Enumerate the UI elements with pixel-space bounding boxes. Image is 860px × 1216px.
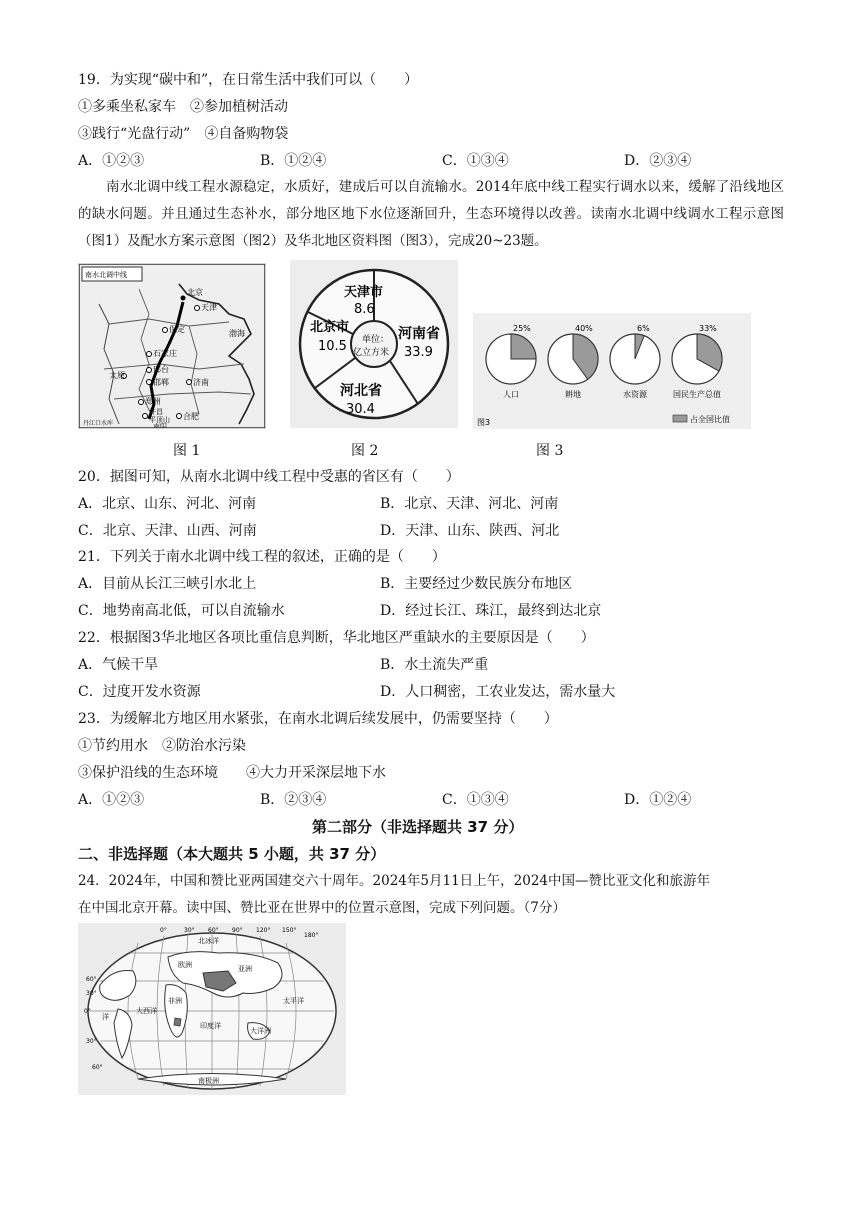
- proportion-pies: [473, 313, 751, 429]
- q19-option-a: A．①②③: [78, 153, 145, 169]
- q20-option-a: A．北京、山东、河北、河南: [78, 496, 257, 512]
- pie-percent-label: 40%: [575, 324, 593, 333]
- pie-category-label: 耕地: [565, 390, 581, 399]
- q23-option-c: C．①③④: [442, 792, 509, 808]
- q23-option-a: A．①②③: [78, 792, 145, 808]
- pie-category-label: 人口: [503, 390, 519, 399]
- tick-150: 150°: [282, 927, 297, 934]
- label-bohai: 渤海: [229, 329, 245, 338]
- tick-90: 90°: [232, 927, 243, 934]
- unit-value: 亿立方米: [353, 348, 390, 358]
- q24-stem-line1: 24．2024年，中国和赞比亚两国建交六十周年。2024年5月11日上午，2024中国—赞比亚文化和旅游年: [78, 873, 711, 889]
- label-pingdingshan: 平顶山: [149, 416, 170, 424]
- q23-stem: 23．为缓解北方地区用水紧张，在南水北调后续发展中，仍需要坚持（ ）: [78, 711, 558, 727]
- tick-60: 60°: [208, 927, 219, 934]
- q20-option-b: B．北京、天津、河北、河南: [380, 496, 559, 512]
- tick-0: 0°: [160, 927, 167, 934]
- q21-option-d: D．经过长江、珠江，最终到达北京: [380, 603, 602, 619]
- figure-2-caption: 图 2: [351, 443, 379, 459]
- q23-option-b: B．②③④: [260, 792, 327, 808]
- label-europe: 欧洲: [178, 961, 192, 969]
- value-beijing: 10.5: [318, 339, 347, 354]
- label-henan-province: 河南省: [398, 326, 440, 342]
- q22-option-a: A．气候干旱: [78, 657, 159, 673]
- label-jinan: 济南: [193, 378, 209, 387]
- q24-stem-line2: 在中国北京开幕。读中国、赞比亚在世界中的位置示意图，完成下列问题。（7分）: [78, 900, 566, 916]
- lat-30s: 30°: [86, 1038, 97, 1045]
- allocation-diagram: [290, 260, 458, 428]
- q22-option-d: D．人口稠密，工农业发达，需水量大: [380, 684, 616, 700]
- q20-stem: 20．据图可知，从南水北调中线工程中受惠的省区有（ ）: [78, 469, 460, 485]
- pie-percent-label: 25%: [513, 324, 531, 333]
- q21-option-c: C．地势南高北低，可以自流输水: [78, 603, 285, 619]
- q19-stem: 19．为实现“碳中和”，在日常生活中我们可以（ ）: [78, 72, 419, 88]
- label-zhengzhou: 郑州: [145, 397, 161, 406]
- label-taiyuan: 太原: [109, 371, 125, 380]
- tick-30: 30°: [184, 927, 195, 934]
- tick-180: 180°: [304, 932, 319, 939]
- label-danjiangkou: 丹江口水库: [83, 420, 114, 427]
- label-arctic-ocean: 北冰洋: [198, 937, 219, 945]
- q19-item: ①多乘坐私家车 ②参加植树活动: [78, 99, 288, 115]
- unit-label: 单位：: [362, 335, 390, 345]
- south-north-water-map: [79, 264, 265, 428]
- value-henan: 33.9: [404, 345, 433, 360]
- label-antarctica: 南极洲: [198, 1077, 219, 1085]
- lat-30n: 30°: [86, 990, 97, 997]
- label-beijing-city: 北京市: [310, 320, 350, 335]
- q21-option-a: A．目前从长江三峡引水北上: [78, 576, 257, 592]
- q20-option-d: D．天津、山东、陕西、河北: [380, 523, 560, 539]
- q22-stem: 22．根据图3华北地区各项比重信息判断，华北地区严重缺水的主要原因是（ ）: [78, 630, 595, 646]
- lat-60n: 60°: [86, 976, 97, 983]
- passage-text: 南水北调中线工程水源稳定，水质好，建成后可以自流输水。2014年底中线工程实行调水以来，缓解了沿线地区的缺水问题。并且通过生态补水，部分地区地下水位逐渐回升，生态环境得以改善。读南水北调中线调水工程示意图（图1）及配水方案示意图（图2）及华北地区资料图（图3），完成20~23题。: [78, 179, 784, 249]
- pie-category-label: 水资源: [623, 390, 647, 399]
- q19-option-b: B．①②④: [260, 153, 327, 169]
- label-oceania: 大洋洲: [250, 1027, 271, 1035]
- part-two-title: 第二部分（非选择题共 37 分）: [312, 818, 524, 836]
- legend-swatch: [673, 415, 687, 422]
- value-hebei: 30.4: [346, 402, 375, 417]
- figure-3-north-china-data: [473, 313, 751, 429]
- label-baoding: 保定: [169, 325, 185, 334]
- lat-60s: 60°: [92, 1064, 103, 1071]
- label-tianjin: 天津: [201, 303, 217, 312]
- q19-option-c: C．①③④: [442, 153, 509, 169]
- label-pacific: 太平洋: [283, 997, 304, 1005]
- legend-label: 占全国比值: [690, 415, 730, 424]
- world-map-figure: [78, 923, 346, 1095]
- q23-item: ③保护沿线的生态环境 ④大力开采深层地下水: [78, 765, 386, 781]
- label-africa: 非洲: [168, 997, 182, 1005]
- label-xuchang: 许昌: [149, 408, 163, 416]
- q22-option-b: B．水土流失严重: [380, 657, 489, 673]
- figure-2-water-allocation: [290, 260, 458, 428]
- label-shijiazhuang: 石家庄: [153, 349, 177, 358]
- section-two-title: 二、非选择题（本大题共 5 小题，共 37 分）: [78, 845, 386, 863]
- pie-percent-label: 6%: [637, 324, 650, 333]
- q23-item: ①节约用水 ②防治水污染: [78, 738, 246, 754]
- label-hefei: 合肥: [183, 412, 199, 421]
- label-atlantic: 大西洋: [136, 1007, 157, 1015]
- figure-1-caption: 图 1: [173, 443, 201, 459]
- figure-3-caption: 图 3: [536, 443, 564, 459]
- label-hebei-province: 河北省: [340, 383, 382, 399]
- label-xingtai: 邢台: [153, 365, 169, 374]
- world-map: [78, 923, 346, 1095]
- lat-0: 0°: [84, 1008, 91, 1015]
- label-ocean: 洋: [102, 1013, 109, 1021]
- pie-percent-label: 33%: [699, 324, 717, 333]
- q23-option-d: D．①②④: [624, 792, 692, 808]
- label-handan: 邯郸: [153, 378, 169, 387]
- q19-option-d: D．②③④: [624, 153, 692, 169]
- fig1-title: 南水北调中线: [85, 271, 127, 279]
- q21-option-b: B．主要经过少数民族分布地区: [380, 576, 573, 592]
- label-beijing: 北京: [187, 288, 203, 297]
- value-tianjin: 8.6: [354, 302, 375, 317]
- label-indian-ocean: 印度洋: [200, 1022, 221, 1030]
- fig3-tag: 图3: [477, 418, 491, 427]
- label-nanyang: 南阳: [153, 423, 167, 428]
- q20-option-c: C．北京、天津、山西、河南: [78, 523, 257, 539]
- q19-item: ③践行“光盘行动” ④自备购物袋: [78, 126, 289, 142]
- figure-1-map: [78, 263, 266, 429]
- tick-120: 120°: [256, 927, 271, 934]
- q21-stem: 21．下列关于南水北调中线工程的叙述，正确的是（ ）: [78, 549, 446, 565]
- q22-option-c: C．过度开发水资源: [78, 684, 201, 700]
- label-asia: 亚洲: [238, 965, 252, 973]
- label-tianjin-city: 天津市: [344, 285, 384, 300]
- pie-category-label: 国民生产总值: [673, 390, 721, 399]
